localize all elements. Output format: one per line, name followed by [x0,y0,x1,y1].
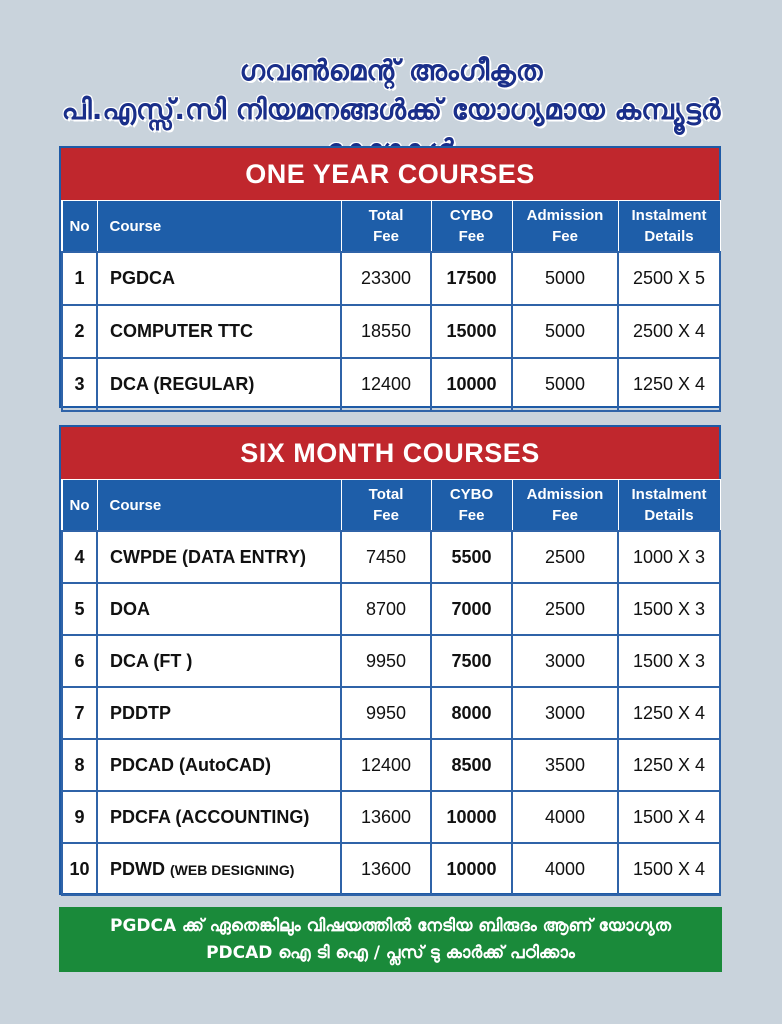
eligibility-banner [59,907,722,972]
table-row [62,305,720,358]
table-body [62,252,720,411]
table-row [62,531,720,583]
cell-total-fee: 12400 [341,358,431,411]
cell-total-fee: 12400 [341,739,431,791]
course-name: DCA (REGULAR) [110,374,255,394]
cell-total-fee: 18550 [341,305,431,358]
table-body [62,531,720,895]
table-row [62,252,720,305]
course-name: DCA (FT ) [110,650,193,671]
col-cybo-fee: CYBO Fee [431,201,512,253]
cell-course [97,252,341,305]
table-row [62,358,720,411]
cell-course [97,358,341,411]
table-row [62,687,720,739]
cell-cybo-fee: 17500 [431,252,512,305]
cell-no: 5 [62,583,97,635]
cell-instalment: 1500 X 3 [618,583,720,635]
cell-cybo-fee: 8500 [431,739,512,791]
col-course: Course [97,201,341,253]
cell-instalment: 1500 X 4 [618,791,720,843]
course-name: PGDCA [110,268,176,288]
cell-course [97,583,341,635]
cell-cybo-fee: 5500 [431,531,512,583]
course-name: CWPDE (DATA ENTRY) [110,546,306,567]
heading-line-2: പി.എസ്സ്.സി നിയമനങ്ങൾക്ക് യോഗ്യമായ കമ്പ്യൂട്ടർ [61,93,721,126]
six-month-courses-panel [59,425,721,895]
cell-course [97,687,341,739]
cell-course [97,305,341,358]
cell-no: 3 [62,358,97,411]
cell-no: 8 [62,739,97,791]
cell-course [97,635,341,687]
courses-table [61,200,721,412]
section-title: ONE YEAR COURSES [61,148,719,200]
cell-cybo-fee: 7500 [431,635,512,687]
cell-cybo-fee: 10000 [431,843,512,895]
cell-admission-fee: 4000 [512,791,618,843]
cell-course [97,791,341,843]
cell-cybo-fee: 10000 [431,791,512,843]
cell-instalment: 1250 X 4 [618,739,720,791]
table-header-row [62,480,720,532]
col-course: Course [97,480,341,532]
cell-total-fee: 8700 [341,583,431,635]
col-admission-fee: Admission Fee [512,201,618,253]
col-no: No [62,480,97,532]
cell-cybo-fee: 7000 [431,583,512,635]
cell-admission-fee: 2500 [512,531,618,583]
cell-total-fee: 13600 [341,791,431,843]
cell-total-fee: 9950 [341,687,431,739]
cell-admission-fee: 3000 [512,687,618,739]
table-row [62,791,720,843]
col-total-fee: Total Fee [341,201,431,253]
cell-no: 10 [62,843,97,895]
cell-instalment: 2500 X 4 [618,305,720,358]
course-subtitle: (WEB DESIGNING) [170,861,295,878]
col-no: No [62,201,97,253]
course-name: DOA [110,598,150,619]
cell-admission-fee: 2500 [512,583,618,635]
col-cybo-fee: CYBO Fee [431,480,512,532]
cell-no: 2 [62,305,97,358]
cell-no: 1 [62,252,97,305]
cell-cybo-fee: 8000 [431,687,512,739]
cell-instalment: 1500 X 4 [618,843,720,895]
course-name: PDDTP [110,702,172,723]
cell-total-fee: 23300 [341,252,431,305]
cell-no: 9 [62,791,97,843]
cell-cybo-fee: 15000 [431,305,512,358]
course-name: PDCFA (ACCOUNTING) [110,806,310,827]
table-row [62,583,720,635]
table-row [62,739,720,791]
eligibility-line-2: PDCAD ഐ ടി ഐ / പ്ലസ് ടു കാർക്ക് പഠിക്കാം [206,943,575,963]
col-instalment: Instalment Details [618,201,720,253]
col-total-fee: Total Fee [341,480,431,532]
cell-instalment: 1500 X 3 [618,635,720,687]
course-name: PDWD [110,858,165,879]
table-header-row [62,201,720,253]
cell-admission-fee: 3000 [512,635,618,687]
table-row [62,635,720,687]
cell-admission-fee: 4000 [512,843,618,895]
col-admission-fee: Admission Fee [512,480,618,532]
section-title: SIX MONTH COURSES [61,427,719,479]
cell-course [97,843,341,895]
cell-course [97,531,341,583]
cell-no: 7 [62,687,97,739]
cell-total-fee: 7450 [341,531,431,583]
eligibility-line-1: PGDCA ക്ക് ഏതെങ്കിലും വിഷയത്തിൽ നേടിയ ബിരുദം ആണ് യോഗ്യത [109,916,671,936]
course-name: COMPUTER TTC [110,321,253,341]
cell-admission-fee: 5000 [512,358,618,411]
cell-admission-fee: 5000 [512,252,618,305]
cell-instalment: 1000 X 3 [618,531,720,583]
table-row [62,843,720,895]
cell-admission-fee: 3500 [512,739,618,791]
cell-instalment: 1250 X 4 [618,687,720,739]
cell-no: 4 [62,531,97,583]
cell-total-fee: 13600 [341,843,431,895]
cell-instalment: 1250 X 4 [618,358,720,411]
cell-total-fee: 9950 [341,635,431,687]
course-name: PDCAD (AutoCAD) [110,754,271,775]
cell-no: 6 [62,635,97,687]
cell-admission-fee: 5000 [512,305,618,358]
cell-course [97,739,341,791]
courses-table [61,479,721,896]
heading-line-1: ഗവൺമെന്റ് അംഗീകൃത [239,54,543,87]
cell-cybo-fee: 10000 [431,358,512,411]
cell-instalment: 2500 X 5 [618,252,720,305]
one-year-courses-panel [59,146,721,408]
col-instalment: Instalment Details [618,480,720,532]
